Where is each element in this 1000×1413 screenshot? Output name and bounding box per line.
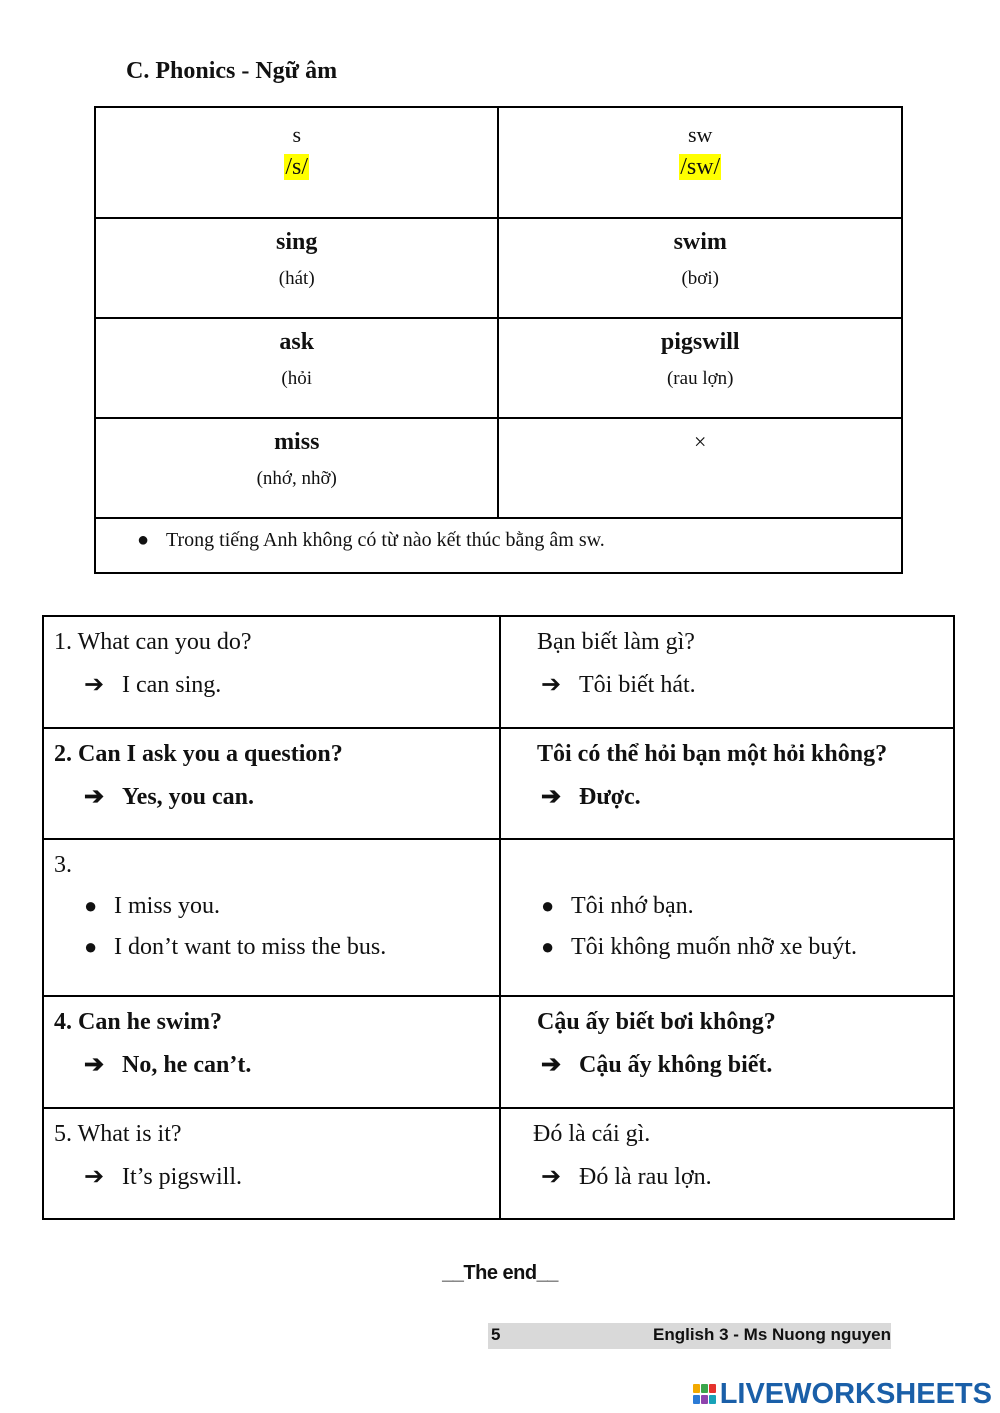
sentence-vi (500, 996, 954, 1108)
arrow-icon: ➔ (84, 784, 105, 810)
phonics-cell (498, 218, 902, 318)
bullet-text-vi: Tôi không muốn nhỡ xe buýt. (571, 934, 858, 960)
bullet-text-vi: Tôi nhớ bạn. (571, 893, 694, 919)
phonics-ipa: /sw/ (680, 154, 721, 180)
phonics-letter: s (292, 122, 302, 147)
phonics-table (94, 106, 903, 574)
arrow-icon: ➔ (541, 1052, 562, 1078)
bullet-icon: ● (84, 893, 98, 918)
phonics-word: sing (276, 229, 318, 255)
answer-vi: Tôi biết hát. (579, 672, 696, 698)
phonics-note-cell (95, 518, 902, 573)
question: 3. (54, 852, 72, 878)
sentence-en (43, 728, 500, 839)
sentence-en (43, 839, 500, 996)
phonics-cell (95, 318, 498, 418)
footer-bar (488, 1323, 891, 1349)
arrow-icon: ➔ (541, 1164, 562, 1190)
phonics-cell (498, 418, 902, 518)
bullet-text: I miss you. (114, 893, 221, 919)
bullet-icon: ● (541, 893, 555, 918)
question: 2. Can I ask you a question? (54, 741, 343, 767)
bullet-icon: ● (541, 934, 555, 959)
cross-icon: × (694, 429, 707, 454)
phonics-meaning: (bơi) (681, 268, 719, 289)
phonics-word: ask (279, 329, 315, 355)
phonics-cell (95, 418, 498, 518)
phonics-header-sw (498, 107, 902, 218)
arrow-icon: ➔ (541, 672, 562, 698)
answer: It’s pigswill. (122, 1164, 243, 1190)
section-title: C. Phonics - Ngữ âm (126, 58, 338, 84)
bullet-icon: ● (84, 934, 98, 959)
arrow-icon: ➔ (541, 784, 562, 810)
footer-title: English 3 - Ms Nuong nguyen (653, 1325, 891, 1344)
arrow-icon: ➔ (84, 1052, 105, 1078)
liveworksheets-logo-icon (692, 1381, 718, 1407)
page-number: 5 (491, 1325, 501, 1344)
phonics-word: miss (274, 429, 320, 455)
answer-vi: Được. (579, 784, 641, 810)
phonics-word: pigswill (660, 329, 740, 355)
answer: Yes, you can. (122, 784, 255, 810)
sentence-vi (500, 616, 954, 728)
brand-text: LIVEWORKSHEETS (719, 1377, 992, 1410)
answer-vi: Đó là rau lợn. (579, 1164, 712, 1190)
question-vi: Bạn biết làm gì? (537, 629, 695, 655)
question-vi: Đó là cái gì. (533, 1121, 651, 1147)
answer: No, he can’t. (122, 1052, 252, 1078)
sentence-vi (500, 728, 954, 839)
phonics-cell (95, 218, 498, 318)
sentence-en (43, 616, 500, 728)
question: 5. What is it? (54, 1121, 182, 1147)
phonics-note: Trong tiếng Anh không có từ nào kết thúc bằng âm sw. (166, 529, 605, 551)
sentence-en (43, 1108, 500, 1219)
phonics-meaning: (hát) (278, 268, 315, 289)
question-vi: Cậu ấy biết bơi không? (537, 1009, 776, 1035)
phonics-meaning: (nhớ, nhỡ) (256, 468, 337, 489)
bullet-text: I don’t want to miss the bus. (114, 934, 387, 960)
brand-watermark (692, 1377, 992, 1411)
phonics-meaning: (hỏi (281, 368, 313, 389)
the-end: __The end__ (442, 1262, 558, 1284)
question: 1. What can you do? (54, 629, 252, 655)
question: 4. Can he swim? (54, 1009, 223, 1035)
answer: I can sing. (122, 672, 222, 698)
phonics-letter: sw (688, 122, 713, 147)
phonics-header-s (95, 107, 498, 218)
bullet-icon: ● (137, 529, 150, 551)
arrow-icon: ➔ (84, 1164, 105, 1190)
question-vi: Tôi có thể hỏi bạn một hỏi không? (537, 741, 888, 767)
sentence-vi (500, 1108, 954, 1219)
phonics-meaning: (rau lợn) (666, 368, 734, 389)
phonics-word: swim (673, 229, 727, 255)
sentence-vi (500, 839, 954, 996)
sentence-en (43, 996, 500, 1108)
answer-vi: Cậu ấy không biết. (579, 1052, 773, 1078)
arrow-icon: ➔ (84, 672, 105, 698)
phonics-ipa: /s/ (285, 154, 309, 180)
phonics-cell (498, 318, 902, 418)
sentences-table (42, 615, 955, 1220)
